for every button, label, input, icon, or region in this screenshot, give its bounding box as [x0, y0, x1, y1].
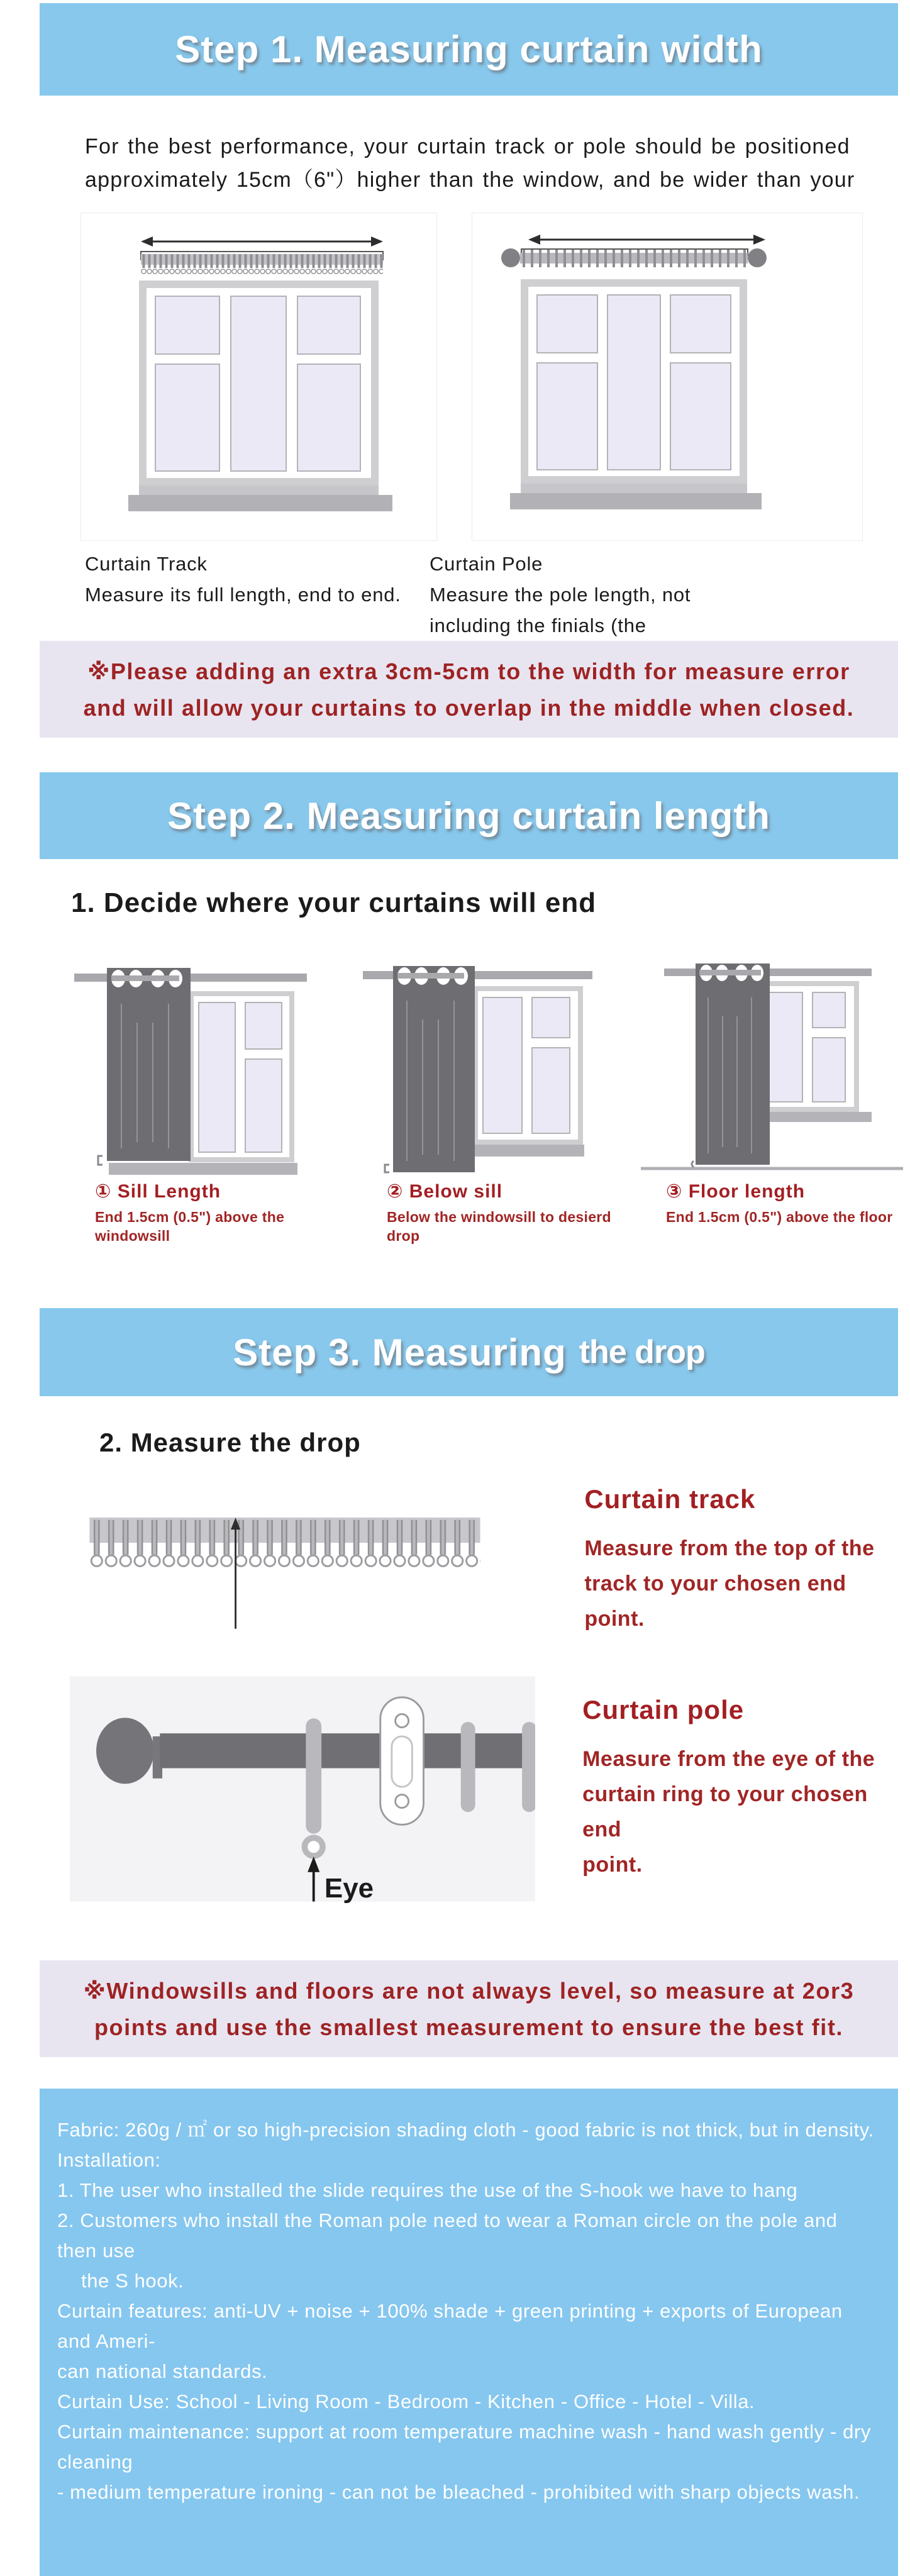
page-column	[40, 3, 898, 2576]
pole-caption-line2: including the finials (the	[430, 614, 646, 636]
window	[510, 279, 762, 509]
footer-line: - medium temperature ironing - can not be bleached - prohibited with sharp objects wash.	[57, 2481, 860, 2503]
sill-mark	[98, 1156, 103, 1165]
step1-diagrams	[40, 213, 898, 541]
step2-subtitle: 1. Decide where your curtains will end	[71, 887, 597, 918]
finial-right	[748, 248, 767, 267]
pole-measure-section	[40, 1671, 898, 1907]
step3-title-main: Step 3. Measuring	[233, 1331, 567, 1374]
pole-instructions	[582, 1695, 898, 1882]
footer-line: the S hook.	[81, 2270, 184, 2292]
option-desc: End 1.5cm (0.5") above the windowsill	[95, 1209, 285, 1244]
level-note-line2: points and use the smallest measurement to ensure the best fit.	[94, 2014, 844, 2040]
option-title: ① Sill Length	[95, 1181, 221, 1202]
drop-mark	[385, 1165, 389, 1172]
floor-length-diagram	[636, 941, 906, 1175]
track-heading: Curtain track	[584, 1484, 756, 1514]
pole-heading: Curtain pole	[582, 1695, 745, 1724]
below-sill-diagram	[357, 941, 627, 1175]
track-hooks	[89, 1518, 480, 1572]
track-body: Measure from the top of the track to your chosen end point.	[584, 1536, 875, 1631]
width-note-line2: and will allow your curtains to overlap in the middle when closed.	[83, 695, 855, 721]
curtain	[696, 963, 770, 1165]
width-arrow-icon	[141, 236, 383, 247]
window	[128, 280, 392, 511]
curtain	[393, 966, 475, 1172]
intro-line-1: For the best performance, your curtain track or pole should be positioned	[85, 135, 850, 158]
eye-label: Eye	[324, 1872, 374, 1904]
step2-options	[40, 941, 898, 1245]
sill-length-diagram	[65, 941, 348, 1175]
step3-subtitle: 2. Measure the drop	[99, 1428, 361, 1457]
step2-title: Step 2. Measuring curtain length	[167, 794, 770, 837]
track-caption	[40, 548, 423, 641]
curtain	[107, 968, 191, 1161]
level-note-line1: ※Windowsills and floors are not always level, so measure at 2or3	[83, 1978, 855, 2004]
ring-eye	[304, 1838, 323, 1856]
step2-header	[40, 772, 898, 859]
wall-bracket	[380, 1697, 424, 1824]
step1-title: Step 1. Measuring curtain width	[175, 28, 763, 70]
width-arrow-icon	[528, 235, 765, 245]
footer-line: can national standards.	[57, 2360, 268, 2382]
option-desc: End 1.5cm (0.5") above the floor	[666, 1209, 893, 1225]
level-note	[40, 1960, 898, 2057]
pole-caption-line1: Measure the pole length, not	[430, 584, 691, 606]
option-title: ② Below sill	[387, 1181, 503, 1202]
option-floor-length	[636, 941, 906, 1245]
pole-caption-title: Curtain Pole	[430, 553, 543, 575]
step1-captions	[40, 548, 898, 641]
track-instructions	[584, 1484, 898, 1636]
width-note-line1: ※Please adding an extra 3cm-5cm to the width for measure error	[87, 658, 850, 684]
width-note	[40, 641, 898, 738]
footer-line: Curtain Use: School - Living Room - Bedroom - Kitchen - Office - Hotel - Villa.	[57, 2390, 755, 2412]
step1-intro	[40, 130, 898, 197]
pole-drop-diagram	[70, 1671, 535, 1907]
option-title: ③ Floor length	[666, 1181, 806, 1202]
track-caption-title: Curtain Track	[85, 553, 208, 575]
track-caption-body: Measure its full length, end to end.	[85, 584, 401, 606]
product-details-panel	[40, 2089, 898, 2576]
footer-line: Fabric: 260g / ㎡ or so high-precision shading cloth - good fabric is not thick, but in density.	[57, 2119, 874, 2141]
pole-caption	[423, 548, 691, 641]
footer-line: Installation:	[57, 2149, 161, 2171]
option-desc: Below the windowsill to desierd drop	[387, 1209, 611, 1244]
finial-left	[501, 248, 520, 267]
pole-body: Measure from the eye of the curtain ring to your chosen end point.	[582, 1747, 875, 1877]
track-hooks	[141, 254, 383, 275]
footer-line: Curtain features: anti-UV + noise + 100% shade + green printing + exports of European and Ameri-	[57, 2300, 843, 2352]
floor-mark	[692, 1161, 694, 1167]
pole-rings	[520, 250, 748, 267]
curtain-pole-window-diagram	[472, 213, 863, 541]
step3-header	[40, 1308, 898, 1396]
track-drop-diagram	[80, 1484, 537, 1632]
curtain-track-window-diagram	[80, 213, 437, 541]
step3-title-sub: the drop	[579, 1334, 705, 1370]
track-measure-section	[40, 1484, 898, 1636]
footer-line: Curtain maintenance: support at room temperature machine wash - hand wash gently - dry cleaning	[57, 2421, 871, 2473]
intro-line-2: approximately 15cm（6"）higher than the window, and be wider than your	[85, 168, 855, 192]
footer-line: 1. The user who installed the slide requires the use of the S-hook we have to hang	[57, 2179, 798, 2201]
option-below-sill	[357, 941, 627, 1245]
footer-line: 2. Customers who install the Roman pole need to wear a Roman circle on the pole and then use	[57, 2209, 838, 2262]
option-sill-length	[65, 941, 348, 1245]
step1-header	[40, 3, 898, 96]
